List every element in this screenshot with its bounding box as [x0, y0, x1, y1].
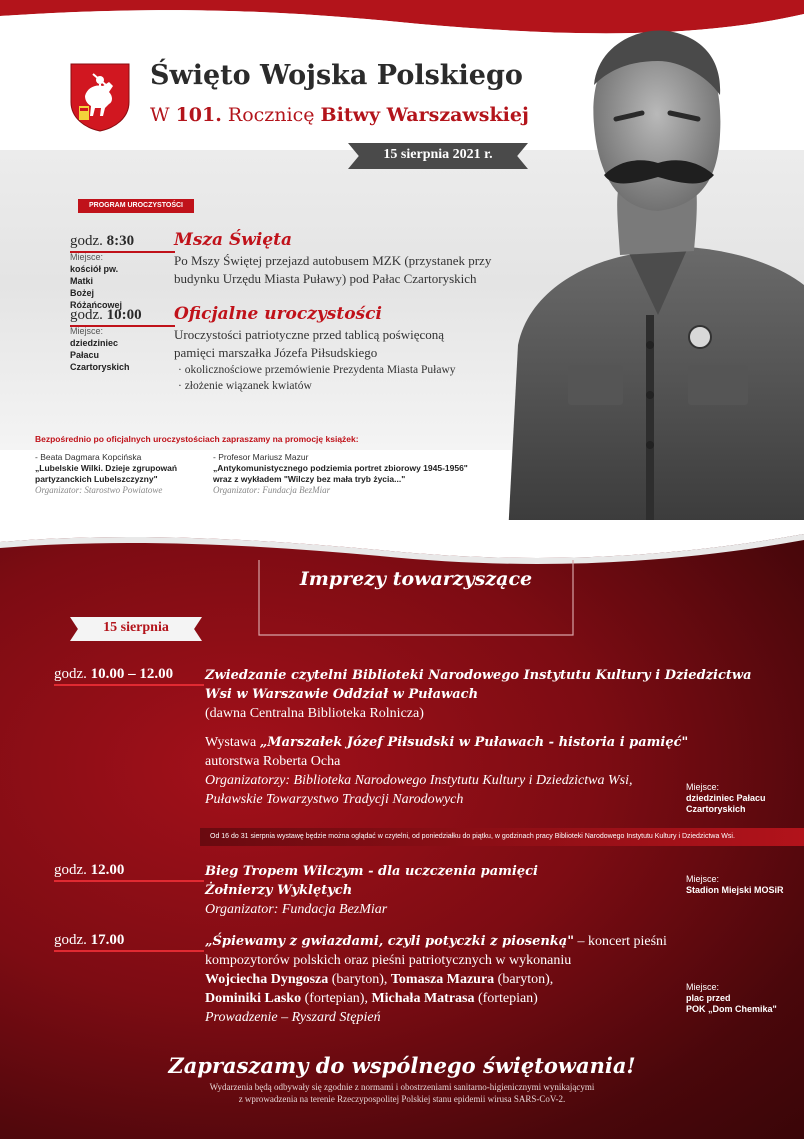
event-name: Oficjalne uroczystości [174, 304, 382, 324]
event-place: kościół pw. Matki Bożej Różańcowej [70, 264, 123, 310]
place-label: Miejsce: [70, 326, 104, 336]
event-place: Miejsce: plac przed POK „Dom Chemika" [686, 982, 777, 1014]
event-body: „Śpiewamy z gwiazdami, czyli potyczki z piosenką" – koncert pieśni kompozytorów polskich oraz pieśni patriotycznych w wykonaniu Wojciecha Dyngosza (baryton), Tomasza Mazura (baryton), Dominiki Lasko (fortepian), Michała Matrasa (fortepian) Prowadzenie – Ryszard Stępień [205, 934, 667, 1025]
promo-book-right: - Profesor Mariusz Mazur „Antykomunistycznego podziemia portret zbiorowy 1945-1956" wraz z wykładem "Wilczy bez mała tryb życia..." Organizator: Fundacja BezMiar [213, 452, 468, 495]
sanitary-notice: Wydarzenia będą odbywały się zgodnie z normami i obostrzeniami sanitarno-higienicznymi wynikającymi z wprowadzenia na terenie Rzeczypospolitej Polskiej stanu epidemii wirusa SARS-CoV-2. [209, 1082, 595, 1104]
event-time: godz. 12.00 [54, 862, 125, 878]
portrait-image [508, 15, 804, 535]
event-time: godz. 17.00 [54, 932, 125, 948]
promo-heading: Bezpośrednio po oficjalnych uroczystościach zapraszamy na promocję książek: [35, 434, 359, 444]
promo-book-left: - Beata Dagmara Kopcińska „Lubelskie Wilki. Dzieje zgrupowań partyzanckich Lubelszczyzny" Organizator: Starostwo Powiatowe [35, 452, 178, 495]
coat-of-arms-icon [69, 62, 131, 132]
event-place: Miejsce: dziedziniec Pałacu Czartoryskich [686, 782, 766, 814]
place-label: Miejsce: [70, 252, 104, 262]
event-time: godz. 10.00 – 12.00 [54, 666, 174, 682]
bottom-section [0, 520, 804, 1139]
section-heading: Imprezy towarzyszące [299, 568, 533, 590]
day-text: 15 sierpnia [103, 620, 169, 635]
page-subtitle: W 101. Rocznicę Bitwy Warszawskiej [150, 104, 529, 126]
date-text: 15 sierpnia 2021 r. [383, 147, 493, 162]
event-description: Uroczystości patriotyczne przed tablicą poświęconą pamięci marszałka Józefa Piłsudskiego · okolicznościowe przemówienie Prezydenta Miasta Puławy · złożenie wiązanek kwiatów [174, 327, 456, 392]
event-name: Msza Święta [174, 230, 293, 250]
time-underline [54, 684, 204, 686]
day-banner [70, 617, 202, 641]
event-place: dziedziniec Pałacu Czartoryskich [70, 338, 130, 372]
exhibition-note: Od 16 do 31 sierpnia wystawę będzie można oglądać w czytelni, od poniedziałku do piątku, w godzinach pracy Biblioteki Narodowego Instytutu Kultury i Dziedzictwa Wsi. [200, 828, 804, 846]
event-time: godz. 10:00 [70, 307, 142, 323]
time-underline [54, 950, 204, 952]
page-title: Święto Wojska Polskiego [150, 60, 523, 91]
event-bullet: · złożenie wiązanek kwiatów [178, 380, 312, 392]
event-bullet: · okolicznościowe przemówienie Prezydenta Miasta Puławy [178, 364, 456, 376]
invitation-text: Zapraszamy do wspólnego świętowania! [168, 1053, 636, 1078]
event-time: godz. 8:30 [70, 233, 135, 249]
event-body: Zwiedzanie czytelni Biblioteki Narodowego Instytutu Kultury i Dziedzictwa Wsi w Warszawie Oddział w Puławach (dawna Centralna Biblioteka Rolnicza) Wystawa „Marszałek Józef Piłsudski w Puławach - historia i pamięć" autorstwa Roberta Ocha Organizatorzy: Biblioteka Narodowego Instytutu Kultury i Dziedzictwa Wsi, Puławskie Towarzystwo Tradycji Narodowych [205, 668, 752, 807]
time-underline [54, 880, 204, 882]
event-body: Bieg Tropem Wilczym - dla uczczenia pamięci Żołnierzy Wyklętych Organizator: Fundacja BezMiar [205, 864, 538, 917]
program-tag: PROGRAM UROCZYSTOŚCI [78, 199, 194, 213]
event-description: Po Mszy Świętej przejazd autobusem MZK (przystanek przy budynku Urzędu Miasta Puławy) pod Pałac Czartoryskich [174, 253, 492, 286]
event-place: Miejsce: Stadion Miejski MOSiR [686, 874, 784, 895]
date-banner [348, 143, 528, 169]
top-section [0, 0, 804, 560]
